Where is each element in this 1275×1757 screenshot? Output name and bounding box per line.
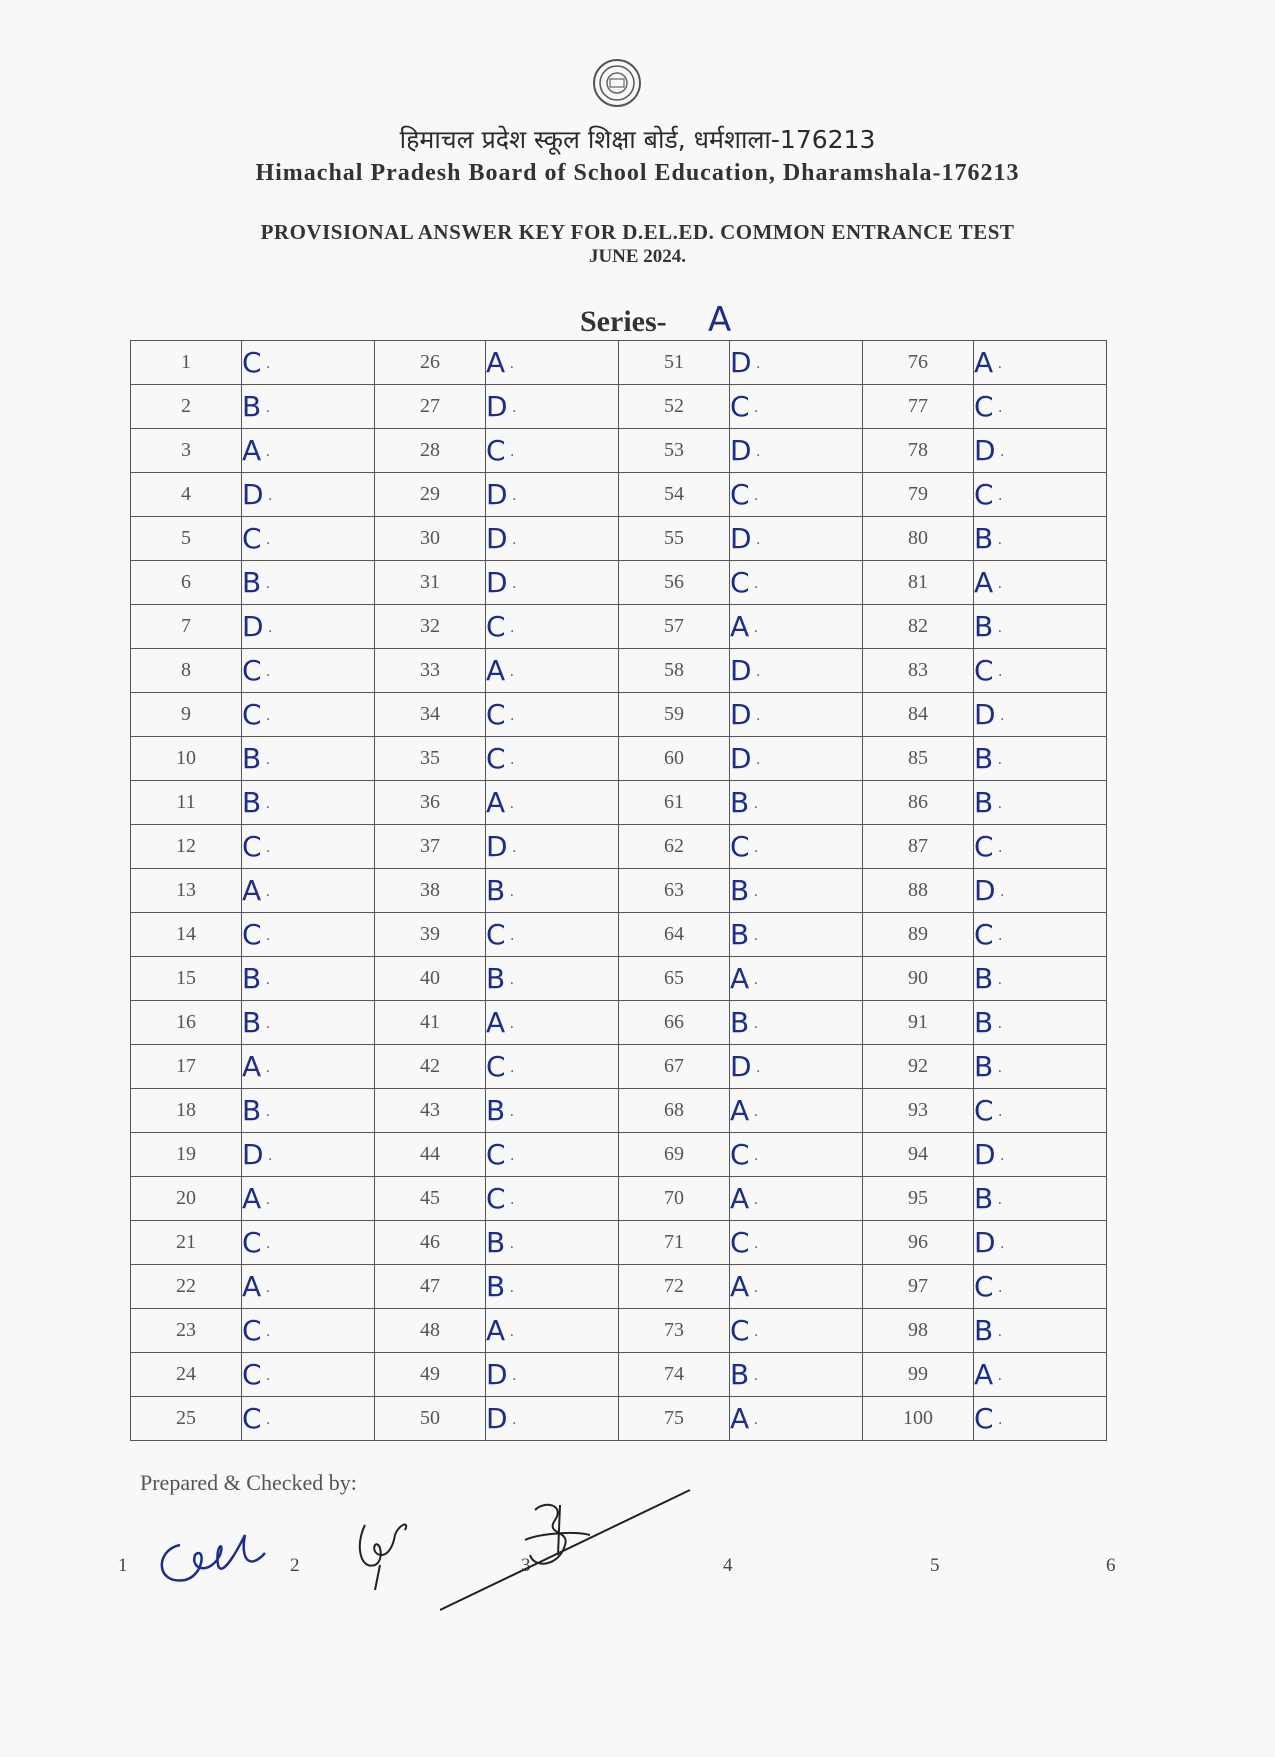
series-value: A: [708, 300, 732, 340]
answer-option: C ·: [730, 473, 863, 517]
question-number: 5: [131, 517, 242, 561]
document-subtitle: JUNE 2024.: [588, 246, 687, 267]
question-number: 10: [131, 737, 242, 781]
answer-option: D ·: [486, 825, 619, 869]
answer-option: B ·: [974, 517, 1107, 561]
question-number: 11: [131, 781, 242, 825]
table-row: [131, 473, 1107, 517]
answer-option: B ·: [730, 1001, 863, 1045]
answer-option: C ·: [730, 385, 863, 429]
answer-option: B ·: [242, 385, 375, 429]
answer-option: B ·: [730, 869, 863, 913]
answer-option: D ·: [730, 517, 863, 561]
answer-option: B ·: [974, 1001, 1107, 1045]
answer-option: D ·: [486, 1353, 619, 1397]
answer-option: D ·: [730, 429, 863, 473]
answer-option: A ·: [242, 1045, 375, 1089]
question-number: 52: [619, 385, 730, 429]
signer-number: 2: [290, 1555, 300, 1576]
answer-option: A ·: [486, 781, 619, 825]
answer-option: C ·: [974, 825, 1107, 869]
board-name-english: Himachal Pradesh Board of School Education, Dharamshala-176213: [255, 160, 1020, 186]
answer-option: D ·: [486, 473, 619, 517]
answer-option: C ·: [730, 561, 863, 605]
answer-option: C ·: [974, 1089, 1107, 1133]
answer-option: C ·: [974, 385, 1107, 429]
question-number: 56: [619, 561, 730, 605]
answer-option: B ·: [974, 957, 1107, 1001]
question-number: 26: [375, 341, 486, 385]
table-row: [131, 561, 1107, 605]
question-number: 73: [619, 1309, 730, 1353]
answer-option: D ·: [486, 561, 619, 605]
question-number: 85: [863, 737, 974, 781]
question-number: 24: [131, 1353, 242, 1397]
answer-option: C ·: [730, 1221, 863, 1265]
question-number: 68: [619, 1089, 730, 1133]
answer-option: B ·: [486, 957, 619, 1001]
answer-option: A ·: [486, 1309, 619, 1353]
question-number: 39: [375, 913, 486, 957]
question-number: 82: [863, 605, 974, 649]
answer-option: C ·: [242, 913, 375, 957]
question-number: 43: [375, 1089, 486, 1133]
table-row: [131, 385, 1107, 429]
question-number: 32: [375, 605, 486, 649]
question-number: 55: [619, 517, 730, 561]
question-number: 72: [619, 1265, 730, 1309]
question-number: 99: [863, 1353, 974, 1397]
question-number: 9: [131, 693, 242, 737]
answer-option: C ·: [486, 1177, 619, 1221]
signature-3: [440, 1485, 700, 1615]
question-number: 97: [863, 1265, 974, 1309]
answer-option: A ·: [730, 957, 863, 1001]
question-number: 14: [131, 913, 242, 957]
table-row: [131, 869, 1107, 913]
answer-option: B ·: [974, 737, 1107, 781]
answer-option: C ·: [242, 693, 375, 737]
answer-option: B ·: [242, 1001, 375, 1045]
answer-option: B ·: [974, 1177, 1107, 1221]
question-number: 33: [375, 649, 486, 693]
answer-option: A ·: [242, 1265, 375, 1309]
question-number: 65: [619, 957, 730, 1001]
question-number: 95: [863, 1177, 974, 1221]
answer-option: B ·: [242, 781, 375, 825]
question-number: 16: [131, 1001, 242, 1045]
question-number: 84: [863, 693, 974, 737]
answer-option: B ·: [242, 957, 375, 1001]
signatures-row: [0, 1555, 1275, 1675]
question-number: 22: [131, 1265, 242, 1309]
signer-number: 1: [118, 1555, 128, 1576]
answer-option: A ·: [974, 561, 1107, 605]
answer-option: D ·: [974, 1133, 1107, 1177]
question-number: 71: [619, 1221, 730, 1265]
question-number: 12: [131, 825, 242, 869]
answer-option: D ·: [730, 649, 863, 693]
question-number: 31: [375, 561, 486, 605]
table-row: [131, 693, 1107, 737]
question-number: 91: [863, 1001, 974, 1045]
table-row: [131, 781, 1107, 825]
table-row: [131, 957, 1107, 1001]
question-number: 42: [375, 1045, 486, 1089]
question-number: 7: [131, 605, 242, 649]
answer-option: C ·: [486, 1133, 619, 1177]
answer-option: D ·: [974, 869, 1107, 913]
answer-option: C ·: [242, 1221, 375, 1265]
question-number: 3: [131, 429, 242, 473]
answer-option: B ·: [730, 913, 863, 957]
answer-option: B ·: [242, 561, 375, 605]
signer-number: 3: [521, 1555, 531, 1576]
question-number: 66: [619, 1001, 730, 1045]
answer-option: A ·: [730, 1089, 863, 1133]
answer-option: A ·: [730, 605, 863, 649]
answer-option: D ·: [730, 737, 863, 781]
answer-option: C ·: [242, 517, 375, 561]
question-number: 8: [131, 649, 242, 693]
question-number: 80: [863, 517, 974, 561]
question-number: 58: [619, 649, 730, 693]
question-number: 61: [619, 781, 730, 825]
question-number: 46: [375, 1221, 486, 1265]
question-number: 60: [619, 737, 730, 781]
question-number: 49: [375, 1353, 486, 1397]
question-number: 62: [619, 825, 730, 869]
answer-option: C ·: [486, 913, 619, 957]
answer-option: D ·: [486, 385, 619, 429]
table-row: [131, 1001, 1107, 1045]
question-number: 64: [619, 913, 730, 957]
prepared-by-label: Prepared & Checked by:: [140, 1470, 357, 1495]
question-number: 20: [131, 1177, 242, 1221]
answer-option: C ·: [730, 1133, 863, 1177]
table-row: [131, 1177, 1107, 1221]
question-number: 30: [375, 517, 486, 561]
question-number: 92: [863, 1045, 974, 1089]
table-row: [131, 429, 1107, 473]
question-number: 53: [619, 429, 730, 473]
answer-option: C ·: [974, 913, 1107, 957]
signature-2: [350, 1515, 420, 1595]
question-number: 59: [619, 693, 730, 737]
answer-option: D ·: [486, 517, 619, 561]
question-number: 98: [863, 1309, 974, 1353]
answer-option: C ·: [242, 341, 375, 385]
question-number: 15: [131, 957, 242, 1001]
answer-option: B ·: [486, 869, 619, 913]
answer-option: B ·: [730, 1353, 863, 1397]
question-number: 78: [863, 429, 974, 473]
answer-option: A ·: [486, 649, 619, 693]
question-number: 50: [375, 1397, 486, 1441]
answer-option: B ·: [974, 781, 1107, 825]
question-number: 94: [863, 1133, 974, 1177]
answer-option: C ·: [974, 473, 1107, 517]
question-number: 25: [131, 1397, 242, 1441]
table-row: [131, 1309, 1107, 1353]
answer-option: C ·: [242, 1353, 375, 1397]
table-row: [131, 1221, 1107, 1265]
answer-option: D ·: [974, 1221, 1107, 1265]
table-row: [131, 1397, 1107, 1441]
table-row: [131, 649, 1107, 693]
question-number: 75: [619, 1397, 730, 1441]
answer-option: D ·: [242, 473, 375, 517]
question-number: 90: [863, 957, 974, 1001]
answer-option: C ·: [242, 649, 375, 693]
table-row: [131, 605, 1107, 649]
question-number: 4: [131, 473, 242, 517]
answer-option: D ·: [730, 693, 863, 737]
answer-option: D ·: [730, 1045, 863, 1089]
signature-1: [150, 1525, 270, 1595]
answer-key-table: [130, 340, 1107, 1441]
question-number: 17: [131, 1045, 242, 1089]
question-number: 69: [619, 1133, 730, 1177]
question-number: 45: [375, 1177, 486, 1221]
signer-number: 6: [1106, 1555, 1116, 1576]
question-number: 93: [863, 1089, 974, 1133]
answer-option: D ·: [242, 605, 375, 649]
answer-option: A ·: [242, 429, 375, 473]
answer-option: A ·: [730, 1177, 863, 1221]
question-number: 18: [131, 1089, 242, 1133]
question-number: 1: [131, 341, 242, 385]
answer-option: C ·: [974, 649, 1107, 693]
question-number: 67: [619, 1045, 730, 1089]
question-number: 2: [131, 385, 242, 429]
signer-number: 4: [723, 1555, 733, 1576]
answer-option: B ·: [242, 737, 375, 781]
question-number: 51: [619, 341, 730, 385]
answer-option: D ·: [730, 341, 863, 385]
table-row: [131, 341, 1107, 385]
series-label: Series-: [580, 305, 667, 338]
question-number: 19: [131, 1133, 242, 1177]
question-number: 36: [375, 781, 486, 825]
question-number: 57: [619, 605, 730, 649]
question-number: 27: [375, 385, 486, 429]
table-row: [131, 1133, 1107, 1177]
question-number: 100: [863, 1397, 974, 1441]
question-number: 35: [375, 737, 486, 781]
question-number: 48: [375, 1309, 486, 1353]
question-number: 28: [375, 429, 486, 473]
question-number: 77: [863, 385, 974, 429]
answer-option: C ·: [486, 605, 619, 649]
board-seal-icon: [592, 58, 642, 108]
table-row: [131, 1265, 1107, 1309]
answer-option: A ·: [730, 1265, 863, 1309]
answer-option: C ·: [486, 1045, 619, 1089]
question-number: 47: [375, 1265, 486, 1309]
signer-number: 5: [930, 1555, 940, 1576]
answer-option: B ·: [486, 1221, 619, 1265]
question-number: 34: [375, 693, 486, 737]
answer-option: B ·: [974, 1045, 1107, 1089]
answer-option: C ·: [730, 1309, 863, 1353]
table-row: [131, 1089, 1107, 1133]
question-number: 88: [863, 869, 974, 913]
question-number: 76: [863, 341, 974, 385]
answer-option: B ·: [486, 1265, 619, 1309]
question-number: 29: [375, 473, 486, 517]
question-number: 83: [863, 649, 974, 693]
answer-option: A ·: [974, 341, 1107, 385]
answer-option: D ·: [974, 429, 1107, 473]
answer-option: C ·: [242, 825, 375, 869]
table-row: [131, 825, 1107, 869]
answer-option: D ·: [974, 693, 1107, 737]
question-number: 44: [375, 1133, 486, 1177]
question-number: 87: [863, 825, 974, 869]
answer-option: C ·: [486, 693, 619, 737]
table-row: [131, 913, 1107, 957]
answer-option: C ·: [242, 1309, 375, 1353]
question-number: 54: [619, 473, 730, 517]
answer-option: A ·: [486, 341, 619, 385]
answer-option: C ·: [730, 825, 863, 869]
question-number: 37: [375, 825, 486, 869]
question-number: 13: [131, 869, 242, 913]
question-number: 70: [619, 1177, 730, 1221]
table-row: [131, 737, 1107, 781]
table-row: [131, 1353, 1107, 1397]
answer-option: C ·: [974, 1265, 1107, 1309]
answer-option: C ·: [486, 429, 619, 473]
answer-option: A ·: [974, 1353, 1107, 1397]
question-number: 21: [131, 1221, 242, 1265]
answer-option: B ·: [730, 781, 863, 825]
question-number: 23: [131, 1309, 242, 1353]
document-title: PROVISIONAL ANSWER KEY FOR D.EL.ED. COMMON ENTRANCE TEST: [260, 220, 1015, 244]
answer-option: B ·: [974, 1309, 1107, 1353]
question-number: 41: [375, 1001, 486, 1045]
board-name-hindi: हिमाचल प्रदेश स्कूल शिक्षा बोर्ड, धर्मशाला-176213: [399, 125, 876, 154]
question-number: 40: [375, 957, 486, 1001]
answer-option: A ·: [730, 1397, 863, 1441]
question-number: 38: [375, 869, 486, 913]
answer-option: A ·: [486, 1001, 619, 1045]
answer-option: B ·: [486, 1089, 619, 1133]
question-number: 96: [863, 1221, 974, 1265]
answer-option: B ·: [974, 605, 1107, 649]
question-number: 81: [863, 561, 974, 605]
answer-option: D ·: [242, 1133, 375, 1177]
answer-option: C ·: [974, 1397, 1107, 1441]
answer-option: C ·: [486, 737, 619, 781]
table-row: [131, 1045, 1107, 1089]
answer-option: A ·: [242, 1177, 375, 1221]
question-number: 89: [863, 913, 974, 957]
answer-option: C ·: [242, 1397, 375, 1441]
question-number: 79: [863, 473, 974, 517]
table-row: [131, 517, 1107, 561]
question-number: 86: [863, 781, 974, 825]
answer-option: B ·: [242, 1089, 375, 1133]
answer-option: A ·: [242, 869, 375, 913]
question-number: 63: [619, 869, 730, 913]
question-number: 6: [131, 561, 242, 605]
answer-option: D ·: [486, 1397, 619, 1441]
question-number: 74: [619, 1353, 730, 1397]
